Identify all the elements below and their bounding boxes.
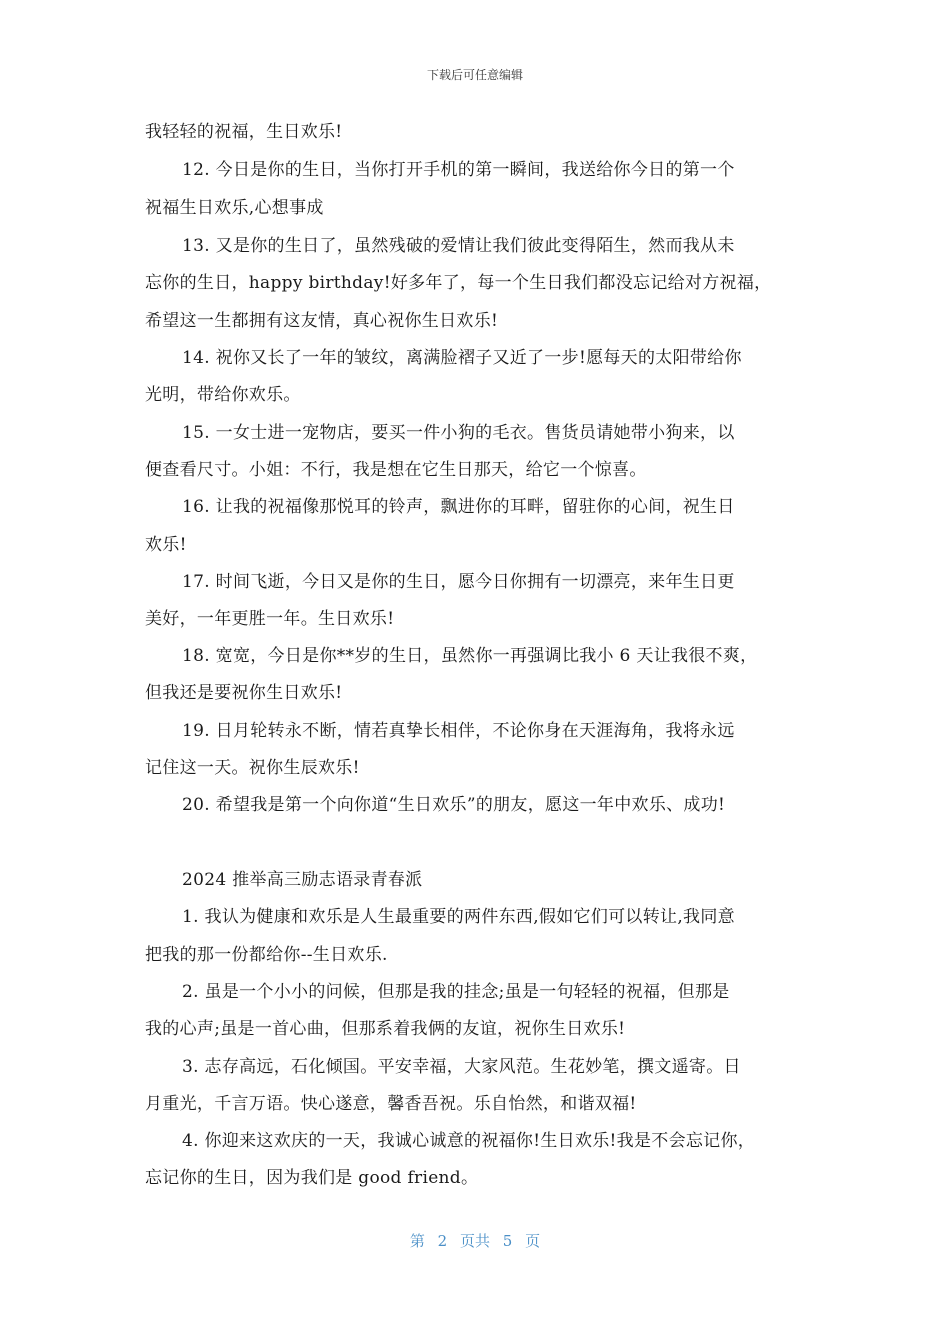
list-item-20: 20. 希望我是第一个向你道“生日欢乐”的朋友，愿这一年中欢乐、成功! — [182, 795, 726, 815]
text-line: 忘你的生日，happy birthday!好多年了，每一个生日我们都没忘记给对方祝福， — [145, 273, 772, 293]
text-line: 月重光，千言万语。快心遂意，馨香吾祝。乐自怡然，和谐双福! — [145, 1094, 637, 1114]
text-line: 我轻轻的祝福，生日欢乐! — [145, 122, 343, 142]
text-line: 祝福生日欢乐,心想事成 — [145, 198, 324, 218]
text-line: 把我的那一份都给你--生日欢乐. — [145, 945, 388, 965]
page-header: 下载后可任意编辑 — [426, 68, 523, 82]
text-line: 记住这一天。祝你生辰欢乐! — [145, 758, 360, 778]
list-item-1: 1. 我认为健康和欢乐是人生最重要的两件东西,假如它们可以转让,我同意 — [182, 907, 735, 927]
text-line: 忘记你的生日，因为我们是 good friend。 — [145, 1168, 479, 1188]
text-line: 便查看尺寸。小姐：不行，我是想在它生日那天，给它一个惊喜。 — [145, 460, 647, 480]
text-line: 欢乐! — [145, 535, 187, 555]
text-line: 光明，带给你欢乐。 — [145, 385, 301, 405]
text-line: 但我还是要祝你生日欢乐! — [145, 683, 343, 703]
list-item-15: 15. 一女士进一宠物店，要买一件小狗的毛衣。售货员请她带小狗来，以 — [182, 423, 735, 443]
list-item-18: 18. 宽宽，今日是你**岁的生日，虽然你一再强调比我小 6 天让我很不爽， — [182, 646, 758, 666]
text-line: 希望这一生都拥有这友情，真心祝你生日欢乐! — [145, 311, 499, 331]
text-line: 我的心声;虽是一首心曲，但那系着我俩的友谊，祝你生日欢乐! — [145, 1019, 626, 1039]
list-item-19: 19. 日月轮转永不断，情若真挚长相伴，不论你身在天涯海角，我将永远 — [182, 721, 735, 741]
section-title: 2024 推举高三励志语录青春派 — [182, 870, 423, 890]
list-item-4: 4. 你迎来这欢庆的一天，我诚心诚意的祝福你!生日欢乐!我是不会忘记你， — [182, 1131, 756, 1151]
list-item-3: 3. 志存高远，石化倾国。平安幸福，大家风范。生花妙笔，撰文遥寄。日 — [182, 1057, 741, 1077]
list-item-17: 17. 时间飞逝，今日又是你的生日，愿今日你拥有一切漂亮，来年生日更 — [182, 572, 735, 592]
list-item-14: 14. 祝你又长了一年的皱纹，离满脸褶子又近了一步!愿每天的太阳带给你 — [182, 348, 742, 368]
list-item-16: 16. 让我的祝福像那悦耳的铃声，飘进你的耳畔，留驻你的心间，祝生日 — [182, 497, 735, 517]
page-footer: 第 2 页共 5 页 — [409, 1232, 541, 1250]
list-item-12: 12. 今日是你的生日，当你打开手机的第一瞬间，我送给你今日的第一个 — [182, 160, 735, 180]
text-line: 美好，一年更胜一年。生日欢乐! — [145, 609, 395, 629]
list-item-2: 2. 虽是一个小小的问候，但那是我的挂念;虽是一句轻轻的祝福，但那是 — [182, 982, 730, 1002]
list-item-13: 13. 又是你的生日了，虽然残破的爱情让我们彼此变得陌生，然而我从未 — [182, 236, 735, 256]
